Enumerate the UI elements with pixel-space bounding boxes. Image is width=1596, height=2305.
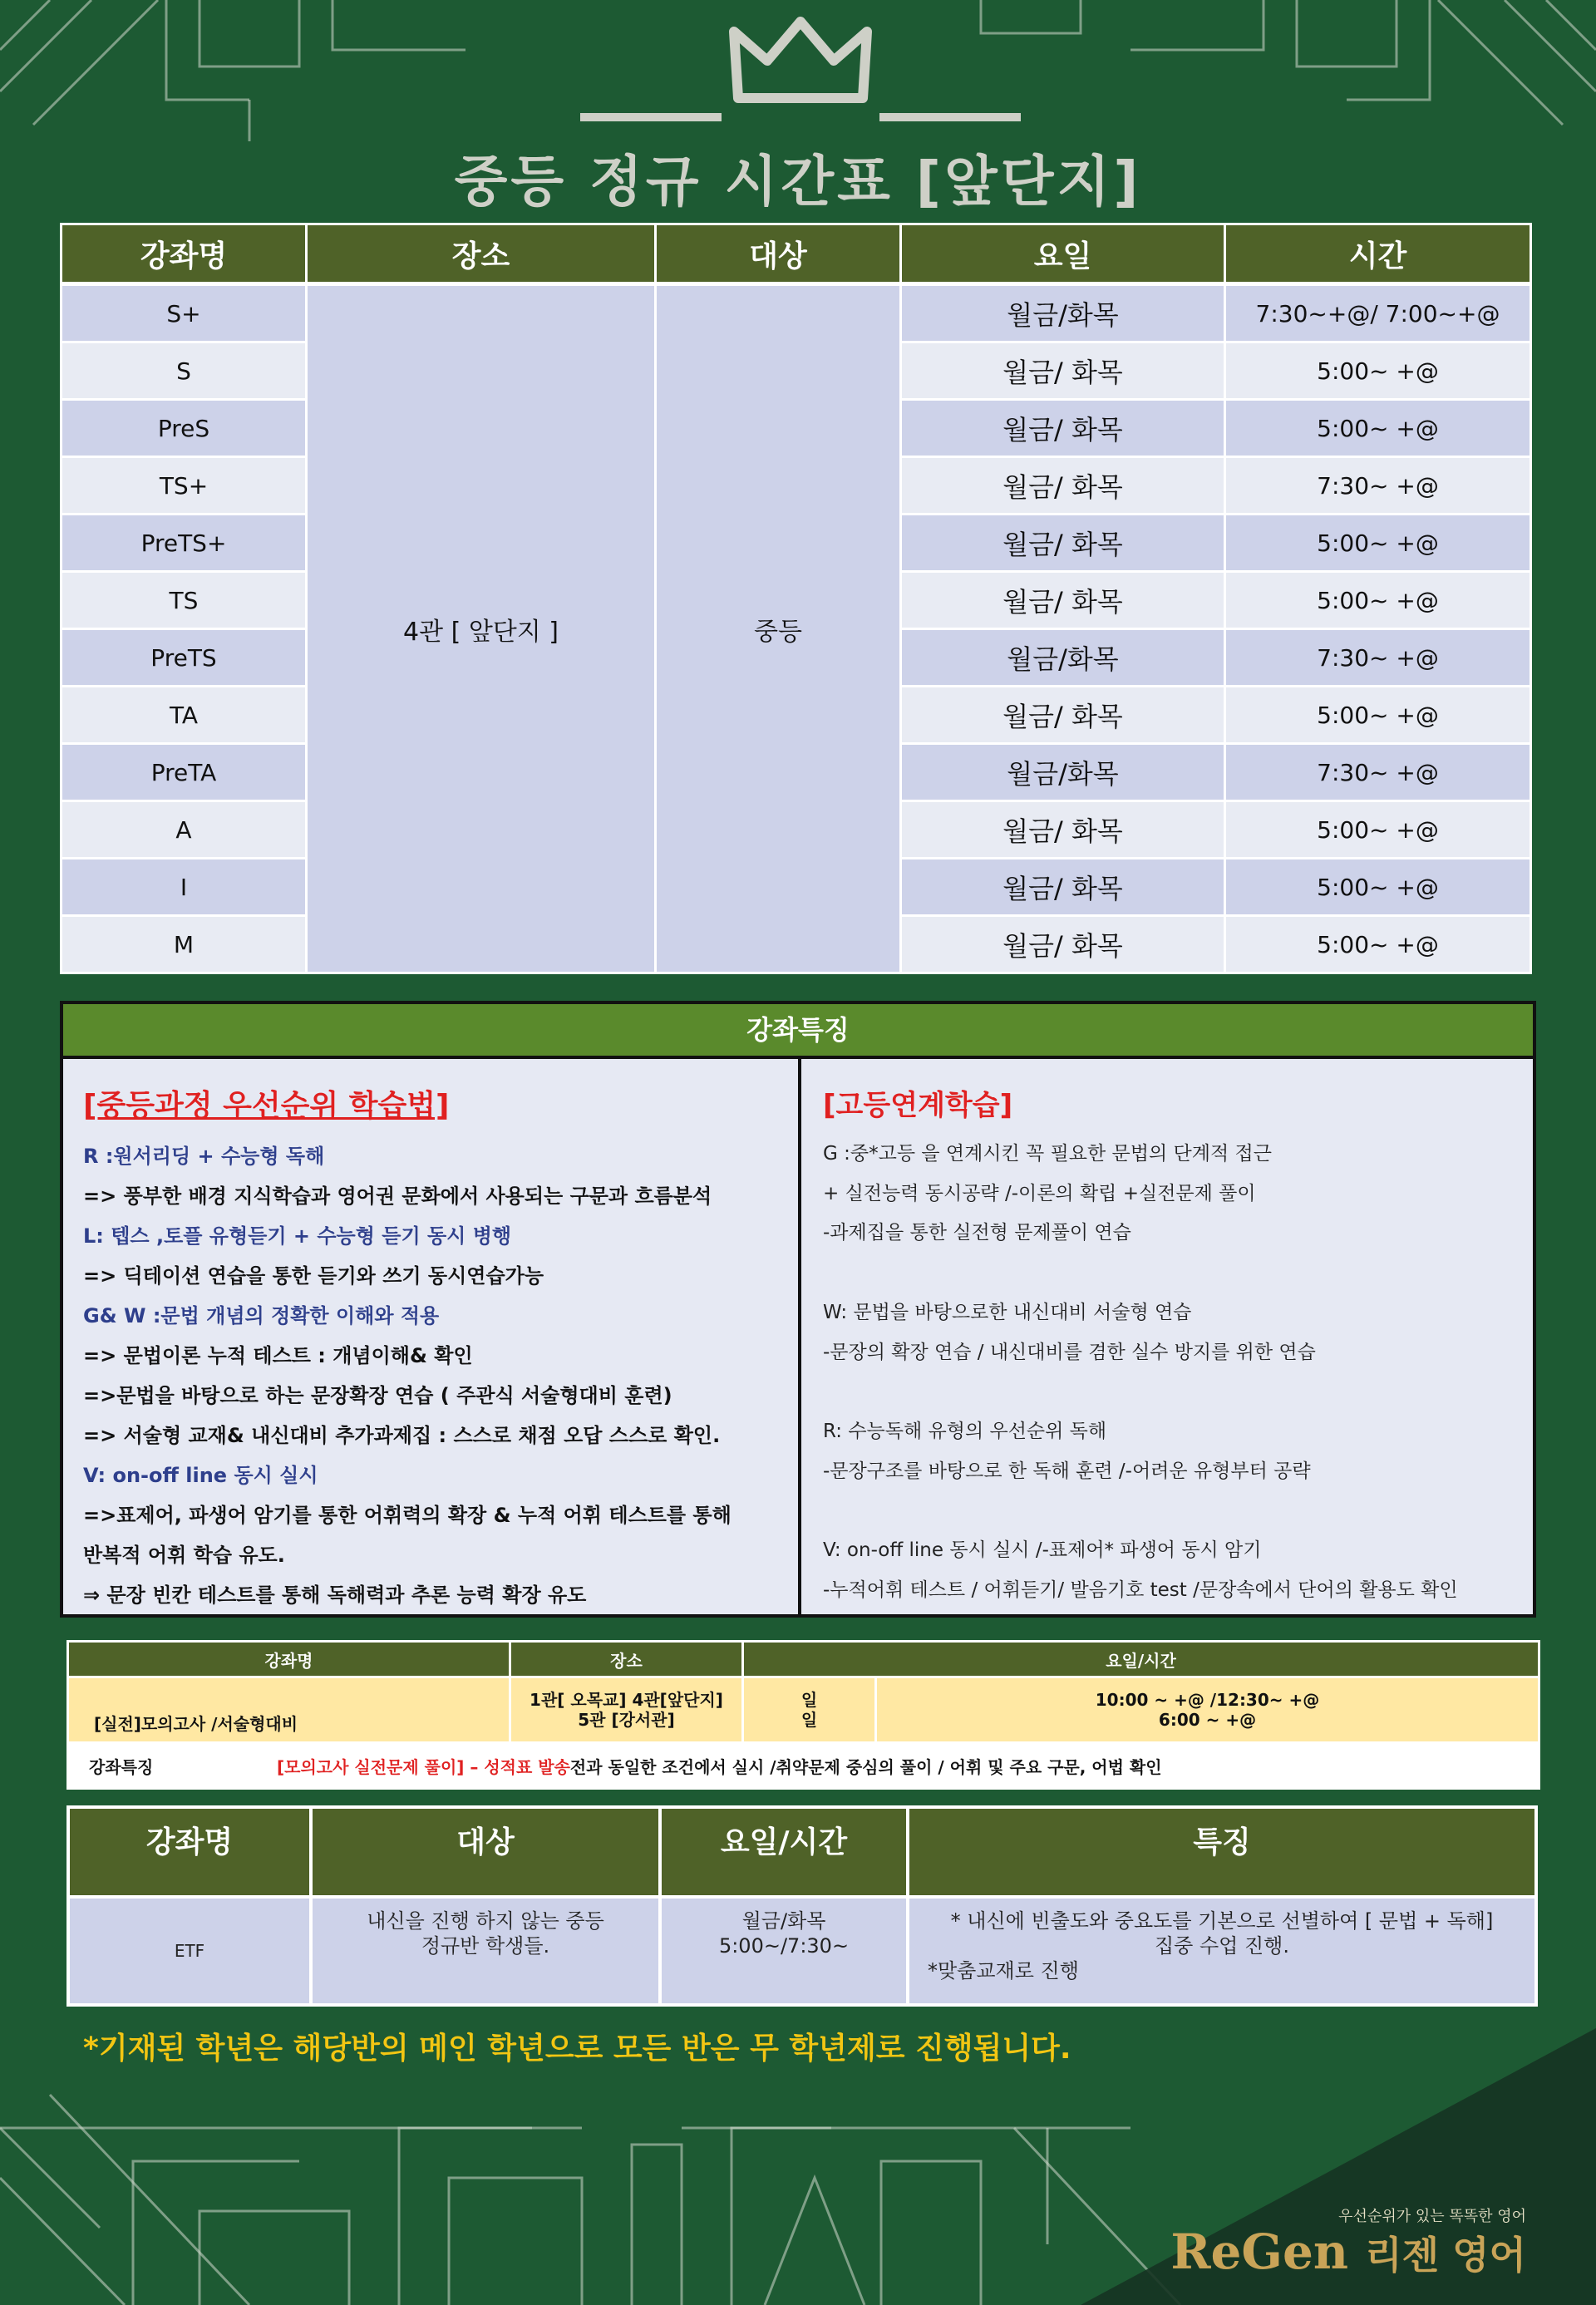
features-right-column xyxy=(801,1059,1533,1614)
time-cell: 7:30~ +@ xyxy=(1225,629,1531,687)
time-line: 10:00 ~ +@ /12:30~ +@ xyxy=(1095,1690,1320,1710)
feature-line: R :원서리딩 + 수능형 독해 xyxy=(83,1145,325,1168)
col-header-target: 대상 xyxy=(311,1807,660,1897)
day-cell: 월금/ 화목 xyxy=(901,801,1225,859)
feature-line: =>문법을 바탕으로 하는 문장확장 연습 ( 주관식 서술형대비 훈련) xyxy=(83,1384,672,1407)
time-cell: 5:00~ +@ xyxy=(1225,859,1531,916)
time-cell: 5:00~ +@ xyxy=(1225,916,1531,973)
table-header-row xyxy=(68,1642,1539,1677)
day-cell: 월금/화목 xyxy=(901,284,1225,342)
feature-line: * 내신에 빈출도와 중요도를 기본으로 선별하여 [ 문법 + 독해] xyxy=(950,1909,1494,1933)
feature-label: 강좌특징 xyxy=(68,1743,510,1789)
course-name: PreTS+ xyxy=(62,515,307,572)
feature-line: G :중*고등 을 연계시킨 꼭 필요한 문법의 단계적 접근 xyxy=(823,1143,1272,1165)
right-section-title: [고등연계학습] xyxy=(823,1089,1013,1122)
course-name: M xyxy=(62,916,307,973)
course-name: ETF xyxy=(68,1897,311,2005)
table-row xyxy=(68,1677,1539,1743)
feature-line: G& W :문법 개념의 정확한 이해와 적용 xyxy=(83,1304,440,1327)
col-header-course: 강좌명 xyxy=(62,224,307,284)
day-cell: 월금/ 화목 xyxy=(901,859,1225,916)
features-left-column xyxy=(63,1059,801,1614)
time-line: 6:00 ~ +@ xyxy=(1158,1710,1257,1730)
feature-line: 집중 수업 진행. xyxy=(1155,1934,1289,1958)
feature-line: => 딕테이션 연습을 통한 듣기와 쓰기 동시연습가능 xyxy=(83,1264,544,1288)
place-cell: 4관 [ 앞단지 ] xyxy=(307,284,656,973)
course-name: TA xyxy=(62,687,307,744)
feature-line: V: on-off line 동시 실시 /-표제어* 파생어 동시 암기 xyxy=(823,1539,1262,1562)
feature-line: L: 텝스 ,토플 유형듣기 + 수능형 듣기 동시 병행 xyxy=(83,1224,512,1248)
col-header-daytime: 요일/시간 xyxy=(743,1642,1539,1677)
col-header-course: 강좌명 xyxy=(68,1807,311,1897)
day-cell: 월금/ 화목 xyxy=(901,342,1225,400)
course-name: PreTA xyxy=(62,744,307,801)
course-name: S+ xyxy=(62,284,307,342)
logo-brand: ReGen xyxy=(1170,2224,1349,2280)
feature-line: ⇒ 문장 빈칸 테스트를 통해 독해력과 추론 능력 확장 유도 xyxy=(83,1583,587,1607)
day-cell: 월금/ 화목 xyxy=(901,515,1225,572)
feature-text: 전과 동일한 조건에서 실시 /취약문제 중심의 풀이 / 어휘 및 주요 구문, 어법 확인 xyxy=(569,1756,1162,1777)
day-cell: 월금/ 화목 xyxy=(901,572,1225,629)
col-header-target: 대상 xyxy=(656,224,901,284)
course-name: [실전]모의고사 /서술형대비 xyxy=(68,1677,510,1743)
mock-exam-table xyxy=(66,1640,1540,1790)
col-header-place: 장소 xyxy=(510,1642,743,1677)
time-cell xyxy=(660,1897,908,2005)
place-line: 1관[ 오목교] 4관[앞단지] xyxy=(530,1690,723,1710)
day-cell: 월금/화목 xyxy=(901,629,1225,687)
feature-highlight: [모의고사 실전문제 풀이] – 성적표 발송 xyxy=(277,1756,570,1777)
page-title: 중등 정규 시간표 [앞단지] xyxy=(454,150,1142,214)
feature-line: + 실전능력 동시공략 /-이론의 확립 +실전문제 풀이 xyxy=(823,1182,1256,1204)
feature-cell xyxy=(908,1897,1536,2005)
day-cell: 월금/화목 xyxy=(901,744,1225,801)
course-name: S xyxy=(62,342,307,400)
time-cell: 5:00~ +@ xyxy=(1225,515,1531,572)
feature-line: -누적어휘 테스트 / 어휘듣기/ 발음기호 test /문장속에서 단어의 활용도 확인 xyxy=(823,1579,1458,1601)
course-name: TS+ xyxy=(62,457,307,515)
table-header-row xyxy=(68,1807,1536,1897)
feature-line xyxy=(823,1491,1513,1531)
crown-icon xyxy=(580,15,1021,131)
course-name: I xyxy=(62,859,307,916)
feature-line: V: on-off line 동시 실시 xyxy=(83,1464,318,1487)
course-name: A xyxy=(62,801,307,859)
feature-line: 반복적 어휘 학습 유도. xyxy=(83,1544,285,1567)
day-line: 일 xyxy=(800,1690,818,1710)
feature-line: -문장의 확장 연습 / 내신대비를 겸한 실수 방지를 위한 연습 xyxy=(823,1341,1316,1363)
col-header-daytime: 요일/시간 xyxy=(660,1807,908,1897)
time-cell: 5:00~ +@ xyxy=(1225,342,1531,400)
time-cell: 7:30~ +@ xyxy=(1225,744,1531,801)
table-row xyxy=(68,1897,1536,2005)
time-cell: 7:30~ +@ xyxy=(1225,457,1531,515)
time-cell: 5:00~ +@ xyxy=(1225,687,1531,744)
schedule-table xyxy=(60,223,1532,974)
features-header: 강좌특징 xyxy=(63,1004,1533,1059)
course-name: PreTS xyxy=(62,629,307,687)
target-cell: 중등 xyxy=(656,284,901,973)
logo-wordmark xyxy=(1170,2226,1526,2281)
feature-cell xyxy=(277,1743,1539,1789)
features-box xyxy=(60,1001,1536,1618)
feature-line xyxy=(823,1372,1513,1412)
logo-brand-kr: 리젠 영어 xyxy=(1365,2233,1526,2278)
time-cell: 7:30~+@/ 7:00~+@ xyxy=(1225,284,1531,342)
target-cell xyxy=(311,1897,660,2005)
feature-line: => 풍부한 배경 지식학습과 영어권 문화에서 사용되는 구문과 흐름분석 xyxy=(83,1185,712,1208)
target-line: 정규반 학생들. xyxy=(421,1934,550,1958)
target-line: 내신을 진행 하지 않는 중등 xyxy=(367,1909,604,1933)
col-header-place: 장소 xyxy=(307,224,656,284)
logo-tagline: 우선순위가 있는 똑똑한 영어 xyxy=(1338,2208,1526,2225)
col-header-course: 강좌명 xyxy=(68,1642,510,1677)
time-cell xyxy=(876,1677,1539,1743)
time-cell: 5:00~ +@ xyxy=(1225,572,1531,629)
feature-line: =>표제어, 파생어 암기를 통한 어휘력의 확장 & 누적 어휘 테스트를 통해 xyxy=(83,1504,732,1527)
grade-note: *기재된 학년은 해당반의 메인 학년으로 모든 반은 무 학년제로 진행됩니다. xyxy=(83,2032,1071,2066)
feature-line: R: 수능독해 유형의 우선순위 독해 xyxy=(823,1420,1107,1442)
day-cell: 월금/ 화목 xyxy=(901,687,1225,744)
feature-line xyxy=(823,1253,1513,1293)
feature-line: *맞춤교재로 진행 xyxy=(928,1959,1079,1982)
col-header-time: 시간 xyxy=(1225,224,1531,284)
day-cell xyxy=(743,1677,876,1743)
course-name: TS xyxy=(62,572,307,629)
place-line: 5관 [강서관] xyxy=(578,1710,675,1730)
left-section-title: [중등과정 우선순위 학습법] xyxy=(83,1089,450,1123)
col-header-feature: 특징 xyxy=(908,1807,1536,1897)
feature-line: W: 문법을 바탕으로한 내신대비 서술형 연습 xyxy=(823,1301,1192,1323)
time-cell: 5:00~ +@ xyxy=(1225,400,1531,457)
day-cell: 월금/ 화목 xyxy=(901,400,1225,457)
time-line: 월금/화목 xyxy=(741,1909,826,1933)
feature-line: -과제집을 통한 실전형 문제풀이 연습 xyxy=(823,1222,1131,1244)
day-line: 일 xyxy=(800,1710,818,1730)
table-row xyxy=(68,1743,1539,1789)
day-cell: 월금/ 화목 xyxy=(901,457,1225,515)
col-header-day: 요일 xyxy=(901,224,1225,284)
day-cell: 월금/ 화목 xyxy=(901,916,1225,973)
etf-table xyxy=(66,1805,1538,2007)
time-line: 5:00~/7:30~ xyxy=(718,1934,850,1958)
table-row xyxy=(62,284,1531,342)
time-cell: 5:00~ +@ xyxy=(1225,801,1531,859)
place-cell xyxy=(510,1677,743,1743)
course-name: PreS xyxy=(62,400,307,457)
feature-line: => 서술형 교재& 내신대비 추가과제집 : 스스로 채점 오답 스스로 확인. xyxy=(83,1424,721,1447)
feature-line: -문장구조를 바탕으로 한 독해 훈련 /-어려운 유형부터 공략 xyxy=(823,1460,1311,1482)
feature-line: => 문법이론 누적 테스트 : 개념이해& 확인 xyxy=(83,1344,473,1367)
brand-logo xyxy=(1170,2204,1526,2281)
